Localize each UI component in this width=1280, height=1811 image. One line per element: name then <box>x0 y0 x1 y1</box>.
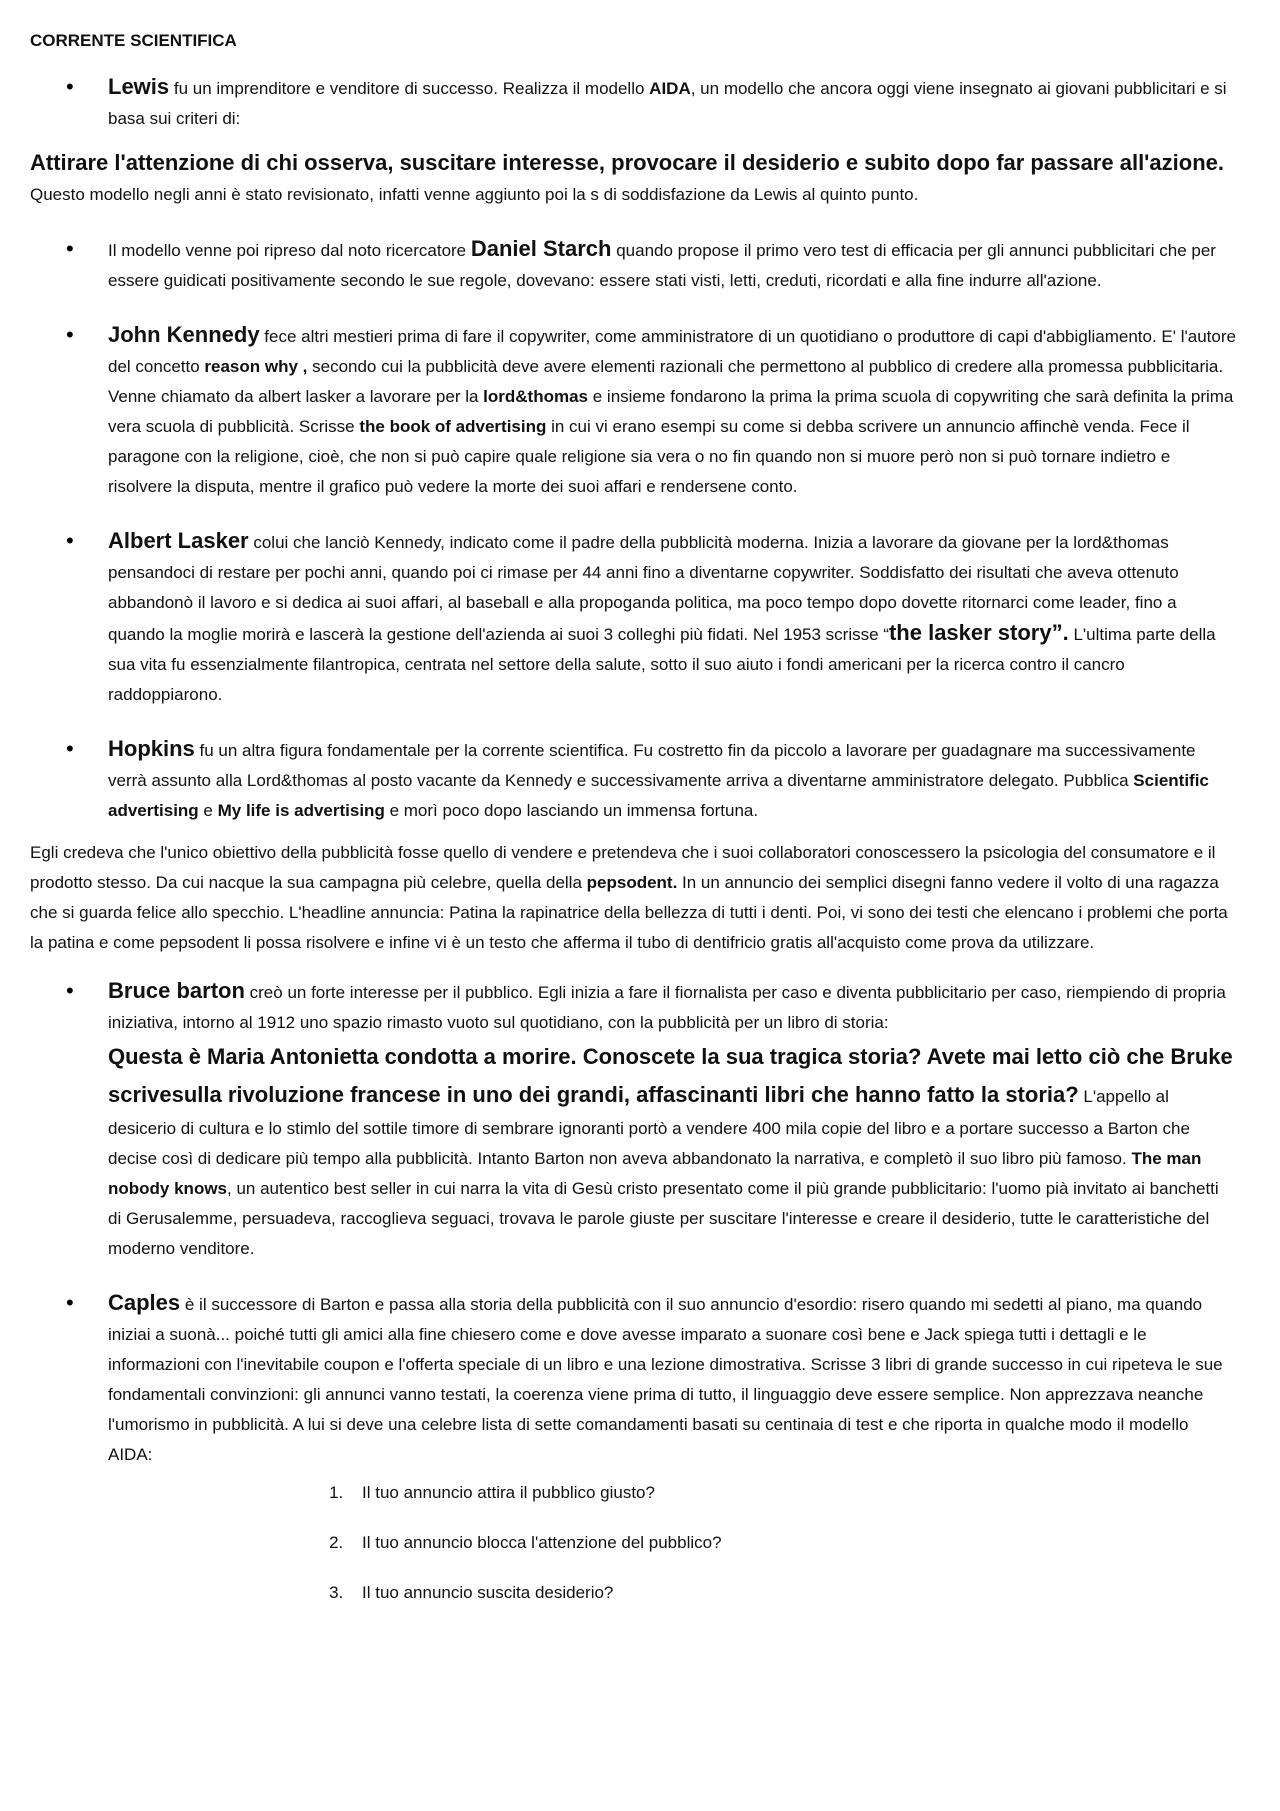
text-segment: L'appello al desicerio di cultura e lo stimlo del sottile timore di sembrare ignoranti portò a vendere 400 mila copie del libro e a portare successo a Barton che decise così di dedicare più tempo alla pubblicità. Intanto Barton non aveva abbandonato la narrativa, e completò il suo libro più famoso. <box>108 1087 1190 1168</box>
list-item-hopkins <box>30 734 1250 826</box>
text-segment: fu un altra figura fondamentale per la corrente scientifica. Fu costretto fin da piccolo a lavorare per guadagnare ma successivamente verrà assunto alla Lord&thomas al posto vacante da Kennedy e successivamente arriva a diventarne amministratore delegato. Pubblica <box>108 741 1196 790</box>
text-segment: è il successore di Barton e passa alla storia della pubblicità con il suo annuncio d'esordio: risero quando mi sedetti al piano, ma quando iniziai a suonà... poiché tutti gli amici alla fine chiesero come e dove avesse imparato a suonare così bene e Jack spiega tutti i dettagli e le informazioni con l'inevitabile coupon e l'offerta speciale di un libro e una lezione dimostrativa. Scrisse 3 libri di grande successo in cui ripeteva le sue fondamentali convinzioni: gli annunci vanno testati, la coerenza viene prima di tutto, il linguaggio deve essere semplice. Non apprezzava neanche l'umorismo in pubblicità. A lui si deve una celebre lista di sette comandamenti basati su centinaia di test e che riporta in qualche modo il modello AIDA: <box>108 1295 1223 1464</box>
bold-term-reason-why: reason why , <box>204 357 308 376</box>
bold-term-lord-thomas: lord&thomas <box>483 387 589 406</box>
text-segment: In un annuncio dei semplici disegni fanno vedere il volto di una ragazza che si guarda felice allo specchio. L'headline annuncia: Patina la rapinatrice della bellezza di tutti i denti. Poi, vi sono dei testi che elencano i problemi che porta la patina e come pepsodent li possa risolvere e infine vi è un testo che afferma il tubo di dentifricio gratis all'acquisto come prova da utilizzare. <box>30 873 1228 952</box>
text-segment: e insieme fondarono la prima la prima scuola di copywriting che sarà definita la prima vera scuola di pubblicità. Scrisse <box>108 387 1234 436</box>
bold-term-aida: AIDA <box>649 79 691 98</box>
text-segment: secondo cui la pubblicità deve avere elementi razionali che permettono al pubblico di credere alla promessa pubblicitaria. Venne chiamato da albert lasker a lavorare per la <box>108 357 1224 406</box>
aida-statement: Attirare l'attenzione di chi osserva, suscitare interesse, provocare il desiderio e subito dopo far passare all'azione. <box>30 150 1224 175</box>
bold-term-lasker-story: the lasker story”. <box>888 620 1069 645</box>
person-name-lasker: Albert Lasker <box>108 528 249 553</box>
person-name-lewis: Lewis <box>108 74 170 99</box>
bold-term-book-title: My life is advertising <box>217 801 385 820</box>
bold-term-book-title: Scientific advertising <box>108 771 1209 820</box>
commandments-list <box>30 1478 1250 1608</box>
text-segment: , un autentico best seller in cui narra la vita di Gesù cristo presentato come il più grande pubblicitario: l'uomo pià invitato ai banchetti di Gerusalemme, persuadeva, raccoglieva seguaci, trovava le parole giuste per suscitare l'interesse e creare il desiderio, tutte le caratteristiche del moderno venditore. <box>108 1179 1219 1258</box>
ad-quote: Questa è Maria Antonietta condotta a morire. Conoscete la sua tragica storia? Avete mai letto ciò che Bruke scrivesulla rivoluzione francese in uno dei grandi, affascinanti libri che hanno fatto la storia? <box>108 1044 1233 1107</box>
list-item-starch <box>30 234 1250 296</box>
text-segment: fu un imprenditore e venditore di successo. Realizza il modello <box>169 79 650 98</box>
text-segment: colui che lanciò Kennedy, indicato come il padre della pubblicità moderna. Inizia a lavorare da giovane per la lord&thomas pensandoci di restare per pochi anni, quando poi ci rimase per 44 anni fino a diventarne copywriter. Soddisfatto dei risultati che aveva ottenuto abbandonò il lavoro e si dedica ai suoi affari, al baseball e alla propoganda politica, ma poco tempo dopo dovette ritornarci come leader, fino a quando la moglie morirà e lascerà la gestione dell'azienda ai suoi 3 colleghi più fidati. Nel 1953 scrisse “ <box>108 533 1179 644</box>
list-item-lasker <box>30 526 1250 710</box>
bold-term-book-title: The man nobody knows <box>108 1149 1202 1198</box>
bold-term-pepsodent: pepsodent. <box>586 873 678 892</box>
list-item-kennedy <box>30 320 1250 502</box>
hopkins-detail-paragraph <box>30 838 1250 958</box>
commandment-item: 2. Il tuo annuncio blocca l'attenzione del pubblico? <box>348 1528 1250 1558</box>
commandment-item: 3. Il tuo annuncio suscita desiderio? <box>348 1578 1250 1608</box>
bullet-list-researchers <box>30 234 1250 826</box>
person-name-caples: Caples <box>108 1290 181 1315</box>
bullet-list-copywriters <box>30 976 1250 1470</box>
section-title: CORRENTE SCIENTIFICA <box>30 31 237 50</box>
bold-term-book-title: the book of advertising <box>359 417 547 436</box>
text-segment: quando propose il primo vero test di efficacia per gli annunci pubblicitari che per essere guidicati positivamente secondo le sue regole, dovevano: essere stati visti, letti, creduti, ricordati e alla fine indurre all'azione. <box>108 241 1216 290</box>
text-segment: creò un forte interesse per il pubblico. Egli inizia a fare il fiornalista per caso e diventa pubblicitario per caso, riempiendo di propria iniziativa, intorno al 1912 uno spazio rimasto vuoto sul quotidiano, con la pubblicità per un libro di storia: <box>108 983 1226 1032</box>
person-name-starch: Daniel Starch <box>470 236 612 261</box>
aida-revision-text: Questo modello negli anni è stato revisionato, infatti venne aggiunto poi la s di soddisfazione da Lewis al quinto punto. <box>30 185 919 204</box>
text-segment: Egli credeva che l'unico obiettivo della pubblicità fosse quello di vendere e pretendeva che i suoi collaboratori conoscessero la psicologia del consumatore e il prodotto stesso. Da cui nacque la sua campagna più celebre, quella della <box>30 843 1216 892</box>
text-segment: fece altri mestieri prima di fare il copywriter, come amministratore di un quotidiano o produttore di capi d'abbigliamento. E' l'autore del concetto <box>108 327 1236 376</box>
text-segment: e morì poco dopo lasciando un immensa fortuna. <box>384 801 759 820</box>
commandment-item: 1. Il tuo annuncio attira il pubblico giusto? <box>348 1478 1250 1508</box>
text-segment: in cui vi erano esempi su come si debba scrivere un annuncio affinchè venda. Fece il paragone con la religione, cioè, che non si può capire quale religione sia vera o no fin quando non si muore però non si può tornare indietro e risolvere la disputa, mentre il grafico può vedere la morte dei suoi affari e rendersene conto. <box>108 417 1190 496</box>
bullet-list-lewis <box>30 72 1250 134</box>
text-segment: L'ultima parte della sua vita fu essenzialmente filantropica, centrata nel settore della salute, sotto il suo aiuto i fondi americani per la ricerca contro il cancro raddoppiarono. <box>108 625 1216 704</box>
text-segment: , un modello che ancora oggi viene insegnato ai giovani pubblicitari e si basa sui criteri di: <box>108 79 1227 128</box>
text-segment: Il modello venne poi ripreso dal noto ricercatore <box>108 241 471 260</box>
person-name-kennedy: John Kennedy <box>108 322 260 347</box>
list-item-barton <box>30 976 1250 1264</box>
text-segment: e <box>198 801 218 820</box>
person-name-hopkins: Hopkins <box>108 736 195 761</box>
list-item-caples <box>30 1288 1250 1470</box>
list-item-lewis <box>30 72 1250 134</box>
person-name-barton: Bruce barton <box>108 978 245 1003</box>
